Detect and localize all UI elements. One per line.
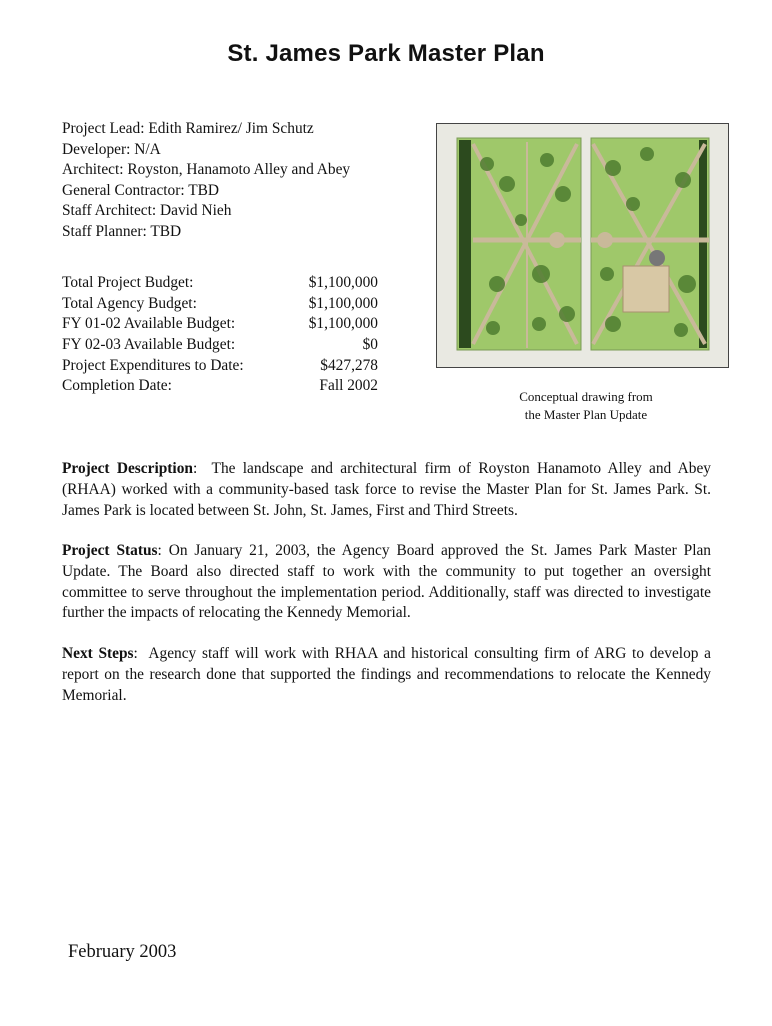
- budget-table: [62, 273, 378, 397]
- project-lead: Project Lead: Edith Ramirez/ Jim Schutz: [62, 120, 314, 137]
- budget-value: $427,278: [320, 356, 378, 374]
- budget-label: Total Project Budget:: [62, 274, 194, 292]
- budget-label: Total Agency Budget:: [62, 294, 197, 312]
- staff-architect: Staff Architect: David Nieh: [62, 202, 232, 219]
- budget-row: [62, 273, 378, 294]
- budget-value: $1,100,000: [308, 294, 378, 312]
- section-heading: Next Steps: [62, 645, 134, 662]
- budget-label: Completion Date:: [62, 377, 172, 395]
- section-text: On January 21, 2003, the Agency Board approved the St. James Park Master Plan Update. The Board also directed staff to work with the community to put together an oversight committee to serve throughout the implementation period. Additionally, staff was directed to investigate further the impacts of relocating the Kennedy Memorial.: [62, 542, 711, 622]
- project-info-list: [62, 119, 350, 242]
- section-heading: Project Status: [62, 542, 158, 559]
- budget-label: FY 02-03 Available Budget:: [62, 336, 236, 354]
- page-title: St. James Park Master Plan: [227, 40, 545, 67]
- budget-label: Project Expenditures to Date:: [62, 356, 244, 374]
- budget-value: $1,100,000: [308, 315, 378, 333]
- section-heading: Project Description: [62, 460, 193, 477]
- budget-row: [62, 355, 378, 376]
- caption-line: Conceptual drawing from: [519, 389, 653, 404]
- budget-value: Fall 2002: [319, 377, 378, 395]
- project-status: Project Status: On January 21, 2003, the Agency Board approved the St. James Park Master Plan Update. The Board also directed staff to work with the community to put together an oversight committee to serve throughout the implementation period. Additionally, staff was directed to investigate further the impacts of relocating the Kennedy Memorial.: [62, 542, 711, 622]
- budget-label: FY 01-02 Available Budget:: [62, 315, 236, 333]
- caption-line: the Master Plan Update: [524, 407, 648, 422]
- section-text: The landscape and architectural firm of Royston Hanamoto Alley and Abey (RHAA) worked with a community-based task force to revise the Master Plan for St. James Park. St. James Park is located between St. John, St. James, First and Third Streets.: [62, 460, 712, 519]
- budget-value: $1,100,000: [308, 274, 378, 292]
- park-plan-illustration: [437, 124, 728, 367]
- footer-date: February 2003: [68, 942, 177, 962]
- budget-value: $0: [362, 336, 378, 354]
- figure-caption: [436, 388, 736, 424]
- park-plan-drawing: [436, 123, 729, 368]
- budget-row: [62, 335, 378, 356]
- project-description: Project Description: The landscape and architectural firm of Royston Hanamoto Alley and Abey (RHAA) worked with a community-based task force to revise the Master Plan for St. James Park. St. James Park is located between St. John, St. James, First and Third Streets.: [62, 460, 712, 519]
- general-contractor: General Contractor: TBD: [62, 181, 219, 199]
- budget-row: [62, 294, 378, 315]
- developer: Developer: N/A: [62, 140, 161, 158]
- budget-row: [62, 314, 378, 335]
- architect: Architect: Royston, Hanamoto Alley and Abey: [62, 161, 351, 178]
- section-text: Agency staff will work with RHAA and historical consulting firm of ARG to develop a report on the research done that supported the findings and recommendations to relocate the Kennedy Memorial.: [62, 645, 711, 704]
- next-steps: Next Steps: Agency staff will work with RHAA and historical consulting firm of ARG to develop a report on the research done that supported the findings and recommendations to relocate the Kennedy Memorial.: [62, 645, 711, 704]
- budget-row: [62, 376, 378, 397]
- staff-planner: Staff Planner: TBD: [62, 222, 182, 240]
